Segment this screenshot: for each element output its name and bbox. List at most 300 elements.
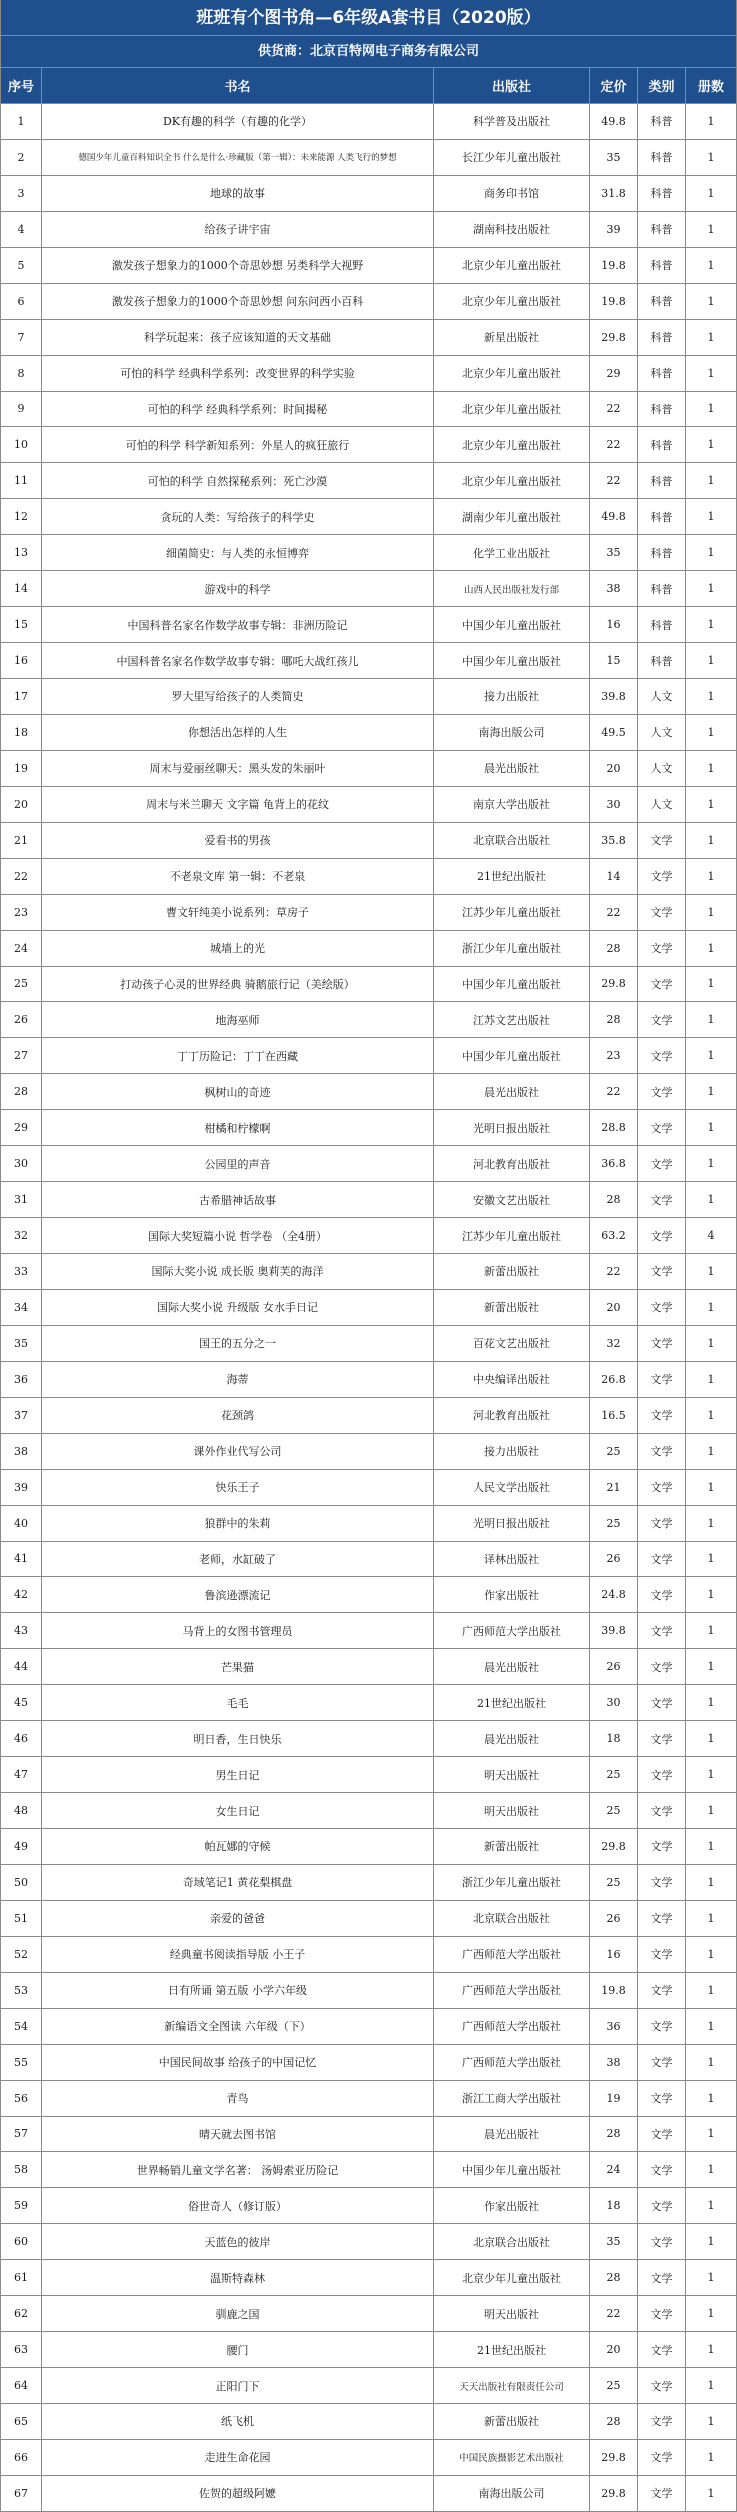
cell-price: 31.8 — [590, 176, 638, 212]
table-row — [1, 392, 736, 428]
cell-no: 37 — [1, 1398, 42, 1434]
table-row — [1, 1362, 736, 1398]
cell-category: 文学 — [638, 967, 686, 1003]
cell-publisher: 新蕾出版社 — [434, 2404, 590, 2440]
cell-price: 22 — [590, 1254, 638, 1290]
table-row — [1, 2404, 736, 2440]
cell-no: 48 — [1, 1793, 42, 1829]
cell-title: 地海巫师 — [42, 1002, 434, 1038]
cell-qty: 1 — [686, 1254, 736, 1290]
cell-no: 39 — [1, 1470, 42, 1506]
cell-publisher: 河北教育出版社 — [434, 1398, 590, 1434]
cell-category: 文学 — [638, 1793, 686, 1829]
table-row — [1, 1038, 736, 1074]
cell-price: 29.8 — [590, 1829, 638, 1865]
cell-category: 科普 — [638, 463, 686, 499]
cell-title: 游戏中的科学 — [42, 571, 434, 607]
cell-publisher: 北京少年儿童出版社 — [434, 356, 590, 392]
cell-no: 28 — [1, 1074, 42, 1110]
table-row — [1, 751, 736, 787]
cell-title: 可怕的科学 自然探秘系列：死亡沙漠 — [42, 463, 434, 499]
cell-no: 38 — [1, 1434, 42, 1470]
cell-qty: 1 — [686, 1146, 736, 1182]
table-row — [1, 1218, 736, 1254]
cell-qty: 1 — [686, 104, 736, 140]
cell-qty: 1 — [686, 1506, 736, 1542]
cell-publisher: 中国少年儿童出版社 — [434, 607, 590, 643]
cell-price: 29 — [590, 356, 638, 392]
table-row — [1, 1074, 736, 1110]
cell-publisher: 广西师范大学出版社 — [434, 1937, 590, 1973]
cell-qty: 1 — [686, 356, 736, 392]
cell-category: 文学 — [638, 2188, 686, 2224]
cell-no: 63 — [1, 2332, 42, 2368]
cell-title: 科学玩起来：孩子应该知道的天文基础 — [42, 320, 434, 356]
cell-price: 28 — [590, 2260, 638, 2296]
cell-category: 科普 — [638, 140, 686, 176]
table-row — [1, 967, 736, 1003]
cell-category: 文学 — [638, 1613, 686, 1649]
cell-price: 38 — [590, 571, 638, 607]
cell-qty: 1 — [686, 1757, 736, 1793]
cell-qty: 1 — [686, 1470, 736, 1506]
cell-publisher: 北京联合出版社 — [434, 2224, 590, 2260]
cell-qty: 1 — [686, 2152, 736, 2188]
cell-no: 60 — [1, 2224, 42, 2260]
cell-title: 奇域笔记1 黄花梨棋盘 — [42, 1865, 434, 1901]
cell-publisher: 江苏文艺出版社 — [434, 1002, 590, 1038]
cell-title: 亲爱的爸爸 — [42, 1901, 434, 1937]
cell-title: 纸飞机 — [42, 2404, 434, 2440]
table-row — [1, 248, 736, 284]
cell-publisher: 新蕾出版社 — [434, 1829, 590, 1865]
cell-price: 16.5 — [590, 1398, 638, 1434]
cell-category: 科普 — [638, 571, 686, 607]
cell-price: 28 — [590, 2117, 638, 2153]
cell-publisher: 北京少年儿童出版社 — [434, 463, 590, 499]
cell-qty: 1 — [686, 1829, 736, 1865]
cell-no: 27 — [1, 1038, 42, 1074]
cell-no: 56 — [1, 2081, 42, 2117]
cell-publisher: 明天出版社 — [434, 2296, 590, 2332]
table-row — [1, 176, 736, 212]
table-row — [1, 2332, 736, 2368]
cell-no: 14 — [1, 571, 42, 607]
table-row — [1, 463, 736, 499]
cell-qty: 1 — [686, 2476, 736, 2512]
cell-qty: 1 — [686, 427, 736, 463]
cell-publisher: 北京少年儿童出版社 — [434, 284, 590, 320]
cell-price: 28.8 — [590, 1110, 638, 1146]
cell-no: 31 — [1, 1182, 42, 1218]
cell-no: 35 — [1, 1326, 42, 1362]
cell-category: 人文 — [638, 715, 686, 751]
cell-category: 文学 — [638, 2476, 686, 2512]
cell-category: 文学 — [638, 2152, 686, 2188]
cell-price: 26 — [590, 1542, 638, 1578]
cell-no: 62 — [1, 2296, 42, 2332]
cell-no: 21 — [1, 823, 42, 859]
cell-title: 花颈鸽 — [42, 1398, 434, 1434]
cell-publisher: 广西师范大学出版社 — [434, 1613, 590, 1649]
cell-title: 狼群中的朱莉 — [42, 1506, 434, 1542]
cell-qty: 1 — [686, 1937, 736, 1973]
cell-publisher: 北京少年儿童出版社 — [434, 248, 590, 284]
table-row — [1, 931, 736, 967]
cell-category: 文学 — [638, 1470, 686, 1506]
cell-category: 文学 — [638, 931, 686, 967]
cell-price: 28 — [590, 2404, 638, 2440]
cell-qty: 1 — [686, 1649, 736, 1685]
sheet-title: 班班有个图书角—6年级A套书目（2020版） — [1, 0, 736, 36]
cell-publisher: 北京联合出版社 — [434, 823, 590, 859]
table-row — [1, 859, 736, 895]
cell-price: 26 — [590, 1901, 638, 1937]
cell-publisher: 江苏少年儿童出版社 — [434, 1218, 590, 1254]
cell-qty: 1 — [686, 2368, 736, 2404]
cell-category: 文学 — [638, 1146, 686, 1182]
table-row — [1, 499, 736, 535]
table-row — [1, 643, 736, 679]
cell-price: 19.8 — [590, 248, 638, 284]
cell-qty: 1 — [686, 248, 736, 284]
cell-price: 35 — [590, 2224, 638, 2260]
cell-no: 9 — [1, 392, 42, 428]
cell-title: 天蓝色的彼岸 — [42, 2224, 434, 2260]
cell-title: 曹文轩纯美小说系列：草房子 — [42, 895, 434, 931]
cell-category: 文学 — [638, 1074, 686, 1110]
cell-no: 11 — [1, 463, 42, 499]
cell-price: 23 — [590, 1038, 638, 1074]
cell-category: 文学 — [638, 1326, 686, 1362]
cell-publisher: 山西人民出版社发行部 — [434, 571, 590, 607]
table-row — [1, 1937, 736, 1973]
cell-qty: 1 — [686, 284, 736, 320]
cell-qty: 1 — [686, 1182, 736, 1218]
cell-category: 人文 — [638, 679, 686, 715]
cell-category: 文学 — [638, 1542, 686, 1578]
cell-qty: 1 — [686, 2081, 736, 2117]
cell-title: 可怕的科学 经典科学系列：改变世界的科学实验 — [42, 356, 434, 392]
cell-qty: 1 — [686, 535, 736, 571]
cell-category: 文学 — [638, 895, 686, 931]
cell-no: 52 — [1, 1937, 42, 1973]
table-row — [1, 679, 736, 715]
header-no: 序号 — [1, 68, 42, 104]
cell-title: 激发孩子想象力的1000个奇思妙想 问东问西小百科 — [42, 284, 434, 320]
table-row — [1, 2117, 736, 2153]
cell-category: 科普 — [638, 356, 686, 392]
table-row — [1, 1793, 736, 1829]
cell-publisher: 译林出版社 — [434, 1542, 590, 1578]
cell-no: 5 — [1, 248, 42, 284]
cell-qty: 1 — [686, 1865, 736, 1901]
table-row — [1, 212, 736, 248]
cell-title: DK有趣的科学（有趣的化学） — [42, 104, 434, 140]
cell-title: 海蒂 — [42, 1362, 434, 1398]
cell-title: 古希腊神话故事 — [42, 1182, 434, 1218]
cell-publisher: 河北教育出版社 — [434, 1146, 590, 1182]
cell-category: 文学 — [638, 2224, 686, 2260]
cell-qty: 1 — [686, 571, 736, 607]
cell-category: 科普 — [638, 212, 686, 248]
cell-qty: 1 — [686, 1542, 736, 1578]
cell-title: 世界畅销儿童文学名著： 汤姆索亚历险记 — [42, 2152, 434, 2188]
cell-no: 43 — [1, 1613, 42, 1649]
table-row — [1, 1290, 736, 1326]
cell-no: 51 — [1, 1901, 42, 1937]
cell-publisher: 商务印书馆 — [434, 176, 590, 212]
cell-category: 文学 — [638, 2045, 686, 2081]
cell-title: 打动孩子心灵的世界经典 骑鹅旅行记（美绘版） — [42, 967, 434, 1003]
cell-category: 文学 — [638, 2117, 686, 2153]
cell-price: 16 — [590, 607, 638, 643]
cell-title: 课外作业代写公司 — [42, 1434, 434, 1470]
cell-title: 德国少年儿童百科知识全书 什么是什么·珍藏版（第一辑）：未来能源 人类飞行的梦想 — [42, 140, 434, 176]
cell-no: 59 — [1, 2188, 42, 2224]
table-row — [1, 715, 736, 751]
cell-no: 54 — [1, 2009, 42, 2045]
cell-publisher: 浙江工商大学出版社 — [434, 2081, 590, 2117]
cell-publisher: 湖南少年儿童出版社 — [434, 499, 590, 535]
cell-title: 马背上的女图书管理员 — [42, 1613, 434, 1649]
cell-price: 24 — [590, 2152, 638, 2188]
cell-price: 38 — [590, 2045, 638, 2081]
table-row — [1, 2224, 736, 2260]
cell-no: 33 — [1, 1254, 42, 1290]
table-row — [1, 1506, 736, 1542]
cell-category: 科普 — [638, 392, 686, 428]
table-row — [1, 2152, 736, 2188]
cell-price: 19 — [590, 2081, 638, 2117]
cell-publisher: 作家出版社 — [434, 1577, 590, 1613]
cell-no: 8 — [1, 356, 42, 392]
cell-category: 文学 — [638, 1218, 686, 1254]
cell-price: 25 — [590, 1506, 638, 1542]
cell-price: 30 — [590, 787, 638, 823]
cell-title: 城墙上的光 — [42, 931, 434, 967]
cell-no: 65 — [1, 2404, 42, 2440]
cell-price: 39.8 — [590, 679, 638, 715]
cell-no: 46 — [1, 1721, 42, 1757]
cell-price: 19.8 — [590, 1973, 638, 2009]
header-qty: 册数 — [686, 68, 736, 104]
cell-publisher: 长江少年儿童出版社 — [434, 140, 590, 176]
cell-publisher: 湖南科技出版社 — [434, 212, 590, 248]
cell-publisher: 接力出版社 — [434, 1434, 590, 1470]
cell-category: 文学 — [638, 859, 686, 895]
table-row — [1, 1901, 736, 1937]
cell-qty: 1 — [686, 751, 736, 787]
cell-title: 经典童书阅读指导版 小王子 — [42, 1937, 434, 1973]
cell-category: 文学 — [638, 2404, 686, 2440]
cell-qty: 1 — [686, 392, 736, 428]
cell-publisher: 百花文艺出版社 — [434, 1326, 590, 1362]
cell-publisher: 明天出版社 — [434, 1793, 590, 1829]
table-row — [1, 2440, 736, 2476]
cell-no: 16 — [1, 643, 42, 679]
cell-title: 中国科普名家名作数学故事专辑：哪吒大战红孩儿 — [42, 643, 434, 679]
cell-price: 25 — [590, 1865, 638, 1901]
table-row — [1, 1685, 736, 1721]
cell-category: 科普 — [638, 320, 686, 356]
cell-publisher: 接力出版社 — [434, 679, 590, 715]
cell-publisher: 21世纪出版社 — [434, 2332, 590, 2368]
cell-price: 29.8 — [590, 2476, 638, 2512]
table-row — [1, 1577, 736, 1613]
table-row — [1, 2476, 736, 2512]
cell-category: 科普 — [638, 104, 686, 140]
table-row — [1, 1757, 736, 1793]
cell-qty: 1 — [686, 1002, 736, 1038]
cell-qty: 1 — [686, 2224, 736, 2260]
cell-no: 49 — [1, 1829, 42, 1865]
cell-qty: 1 — [686, 1362, 736, 1398]
cell-category: 科普 — [638, 499, 686, 535]
cell-price: 28 — [590, 1002, 638, 1038]
cell-title: 鲁滨逊漂流记 — [42, 1577, 434, 1613]
cell-price: 30 — [590, 1685, 638, 1721]
cell-qty: 1 — [686, 1685, 736, 1721]
cell-qty: 1 — [686, 176, 736, 212]
cell-no: 24 — [1, 931, 42, 967]
cell-qty: 1 — [686, 140, 736, 176]
cell-publisher: 浙江少年儿童出版社 — [434, 931, 590, 967]
cell-publisher: 天天出版社有限责任公司 — [434, 2368, 590, 2404]
cell-no: 57 — [1, 2117, 42, 2153]
cell-title: 腰门 — [42, 2332, 434, 2368]
cell-qty: 1 — [686, 1793, 736, 1829]
table-row — [1, 895, 736, 931]
cell-no: 3 — [1, 176, 42, 212]
cell-publisher: 作家出版社 — [434, 2188, 590, 2224]
cell-category: 文学 — [638, 1038, 686, 1074]
table-row — [1, 1649, 736, 1685]
cell-qty: 1 — [686, 1398, 736, 1434]
cell-title: 日有所诵 第五版 小学六年级 — [42, 1973, 434, 2009]
cell-title: 快乐王子 — [42, 1470, 434, 1506]
cell-qty: 1 — [686, 2045, 736, 2081]
cell-no: 58 — [1, 2152, 42, 2188]
header-publisher: 出版社 — [434, 68, 590, 104]
cell-title: 俗世奇人（修订版） — [42, 2188, 434, 2224]
cell-title: 新编语文全图读 六年级（下） — [42, 2009, 434, 2045]
cell-no: 40 — [1, 1506, 42, 1542]
table-row — [1, 1254, 736, 1290]
table-row — [1, 1146, 736, 1182]
table-header — [1, 68, 736, 104]
cell-category: 文学 — [638, 1937, 686, 1973]
table-row — [1, 1613, 736, 1649]
cell-publisher: 光明日报出版社 — [434, 1110, 590, 1146]
cell-category: 科普 — [638, 643, 686, 679]
cell-price: 29.8 — [590, 320, 638, 356]
cell-price: 63.2 — [590, 1218, 638, 1254]
table-body — [1, 104, 736, 2512]
table-row — [1, 1470, 736, 1506]
cell-publisher: 化学工业出版社 — [434, 535, 590, 571]
cell-title: 芒果猫 — [42, 1649, 434, 1685]
cell-category: 人文 — [638, 751, 686, 787]
header-title: 书名 — [42, 68, 434, 104]
cell-qty: 1 — [686, 787, 736, 823]
cell-price: 22 — [590, 463, 638, 499]
cell-price: 32 — [590, 1326, 638, 1362]
cell-category: 科普 — [638, 248, 686, 284]
table-row — [1, 140, 736, 176]
cell-category: 科普 — [638, 284, 686, 320]
cell-no: 32 — [1, 1218, 42, 1254]
table-row — [1, 2188, 736, 2224]
cell-title: 枫树山的奇迹 — [42, 1074, 434, 1110]
cell-no: 10 — [1, 427, 42, 463]
cell-title: 驯鹿之国 — [42, 2296, 434, 2332]
cell-category: 文学 — [638, 2368, 686, 2404]
cell-price: 19.8 — [590, 284, 638, 320]
cell-publisher: 中国少年儿童出版社 — [434, 2152, 590, 2188]
cell-publisher: 新蕾出版社 — [434, 1254, 590, 1290]
table-row — [1, 1865, 736, 1901]
cell-no: 50 — [1, 1865, 42, 1901]
table-row — [1, 2009, 736, 2045]
table-row — [1, 2296, 736, 2332]
cell-publisher: 北京少年儿童出版社 — [434, 392, 590, 428]
cell-qty: 1 — [686, 931, 736, 967]
cell-price: 22 — [590, 392, 638, 428]
cell-publisher: 中国少年儿童出版社 — [434, 1038, 590, 1074]
cell-no: 55 — [1, 2045, 42, 2081]
cell-category: 文学 — [638, 2260, 686, 2296]
cell-category: 人文 — [638, 787, 686, 823]
cell-qty: 1 — [686, 1038, 736, 1074]
cell-category: 科普 — [638, 427, 686, 463]
cell-price: 20 — [590, 1290, 638, 1326]
cell-category: 文学 — [638, 823, 686, 859]
cell-publisher: 广西师范大学出版社 — [434, 1973, 590, 2009]
table-row — [1, 823, 736, 859]
cell-qty: 1 — [686, 1613, 736, 1649]
cell-price: 39 — [590, 212, 638, 248]
cell-no: 17 — [1, 679, 42, 715]
cell-no: 47 — [1, 1757, 42, 1793]
cell-title: 国际大奖小说 升级版 女水手日记 — [42, 1290, 434, 1326]
cell-no: 12 — [1, 499, 42, 535]
table-row — [1, 607, 736, 643]
cell-title: 贪玩的人类：写给孩子的科学史 — [42, 499, 434, 535]
cell-qty: 1 — [686, 2404, 736, 2440]
cell-qty: 1 — [686, 1110, 736, 1146]
cell-publisher: 南海出版公司 — [434, 715, 590, 751]
cell-price: 35 — [590, 535, 638, 571]
table-row — [1, 535, 736, 571]
cell-publisher: 21世纪出版社 — [434, 1685, 590, 1721]
cell-category: 文学 — [638, 1901, 686, 1937]
cell-price: 20 — [590, 751, 638, 787]
cell-qty: 1 — [686, 1326, 736, 1362]
table-row — [1, 284, 736, 320]
cell-no: 42 — [1, 1577, 42, 1613]
cell-price: 16 — [590, 1937, 638, 1973]
cell-publisher: 南海出版公司 — [434, 2476, 590, 2512]
cell-category: 文学 — [638, 2440, 686, 2476]
cell-qty: 1 — [686, 643, 736, 679]
cell-price: 25 — [590, 1434, 638, 1470]
cell-qty: 1 — [686, 967, 736, 1003]
cell-no: 25 — [1, 967, 42, 1003]
cell-title: 老师，水缸破了 — [42, 1542, 434, 1578]
cell-category: 文学 — [638, 1002, 686, 1038]
cell-publisher: 广西师范大学出版社 — [434, 2045, 590, 2081]
